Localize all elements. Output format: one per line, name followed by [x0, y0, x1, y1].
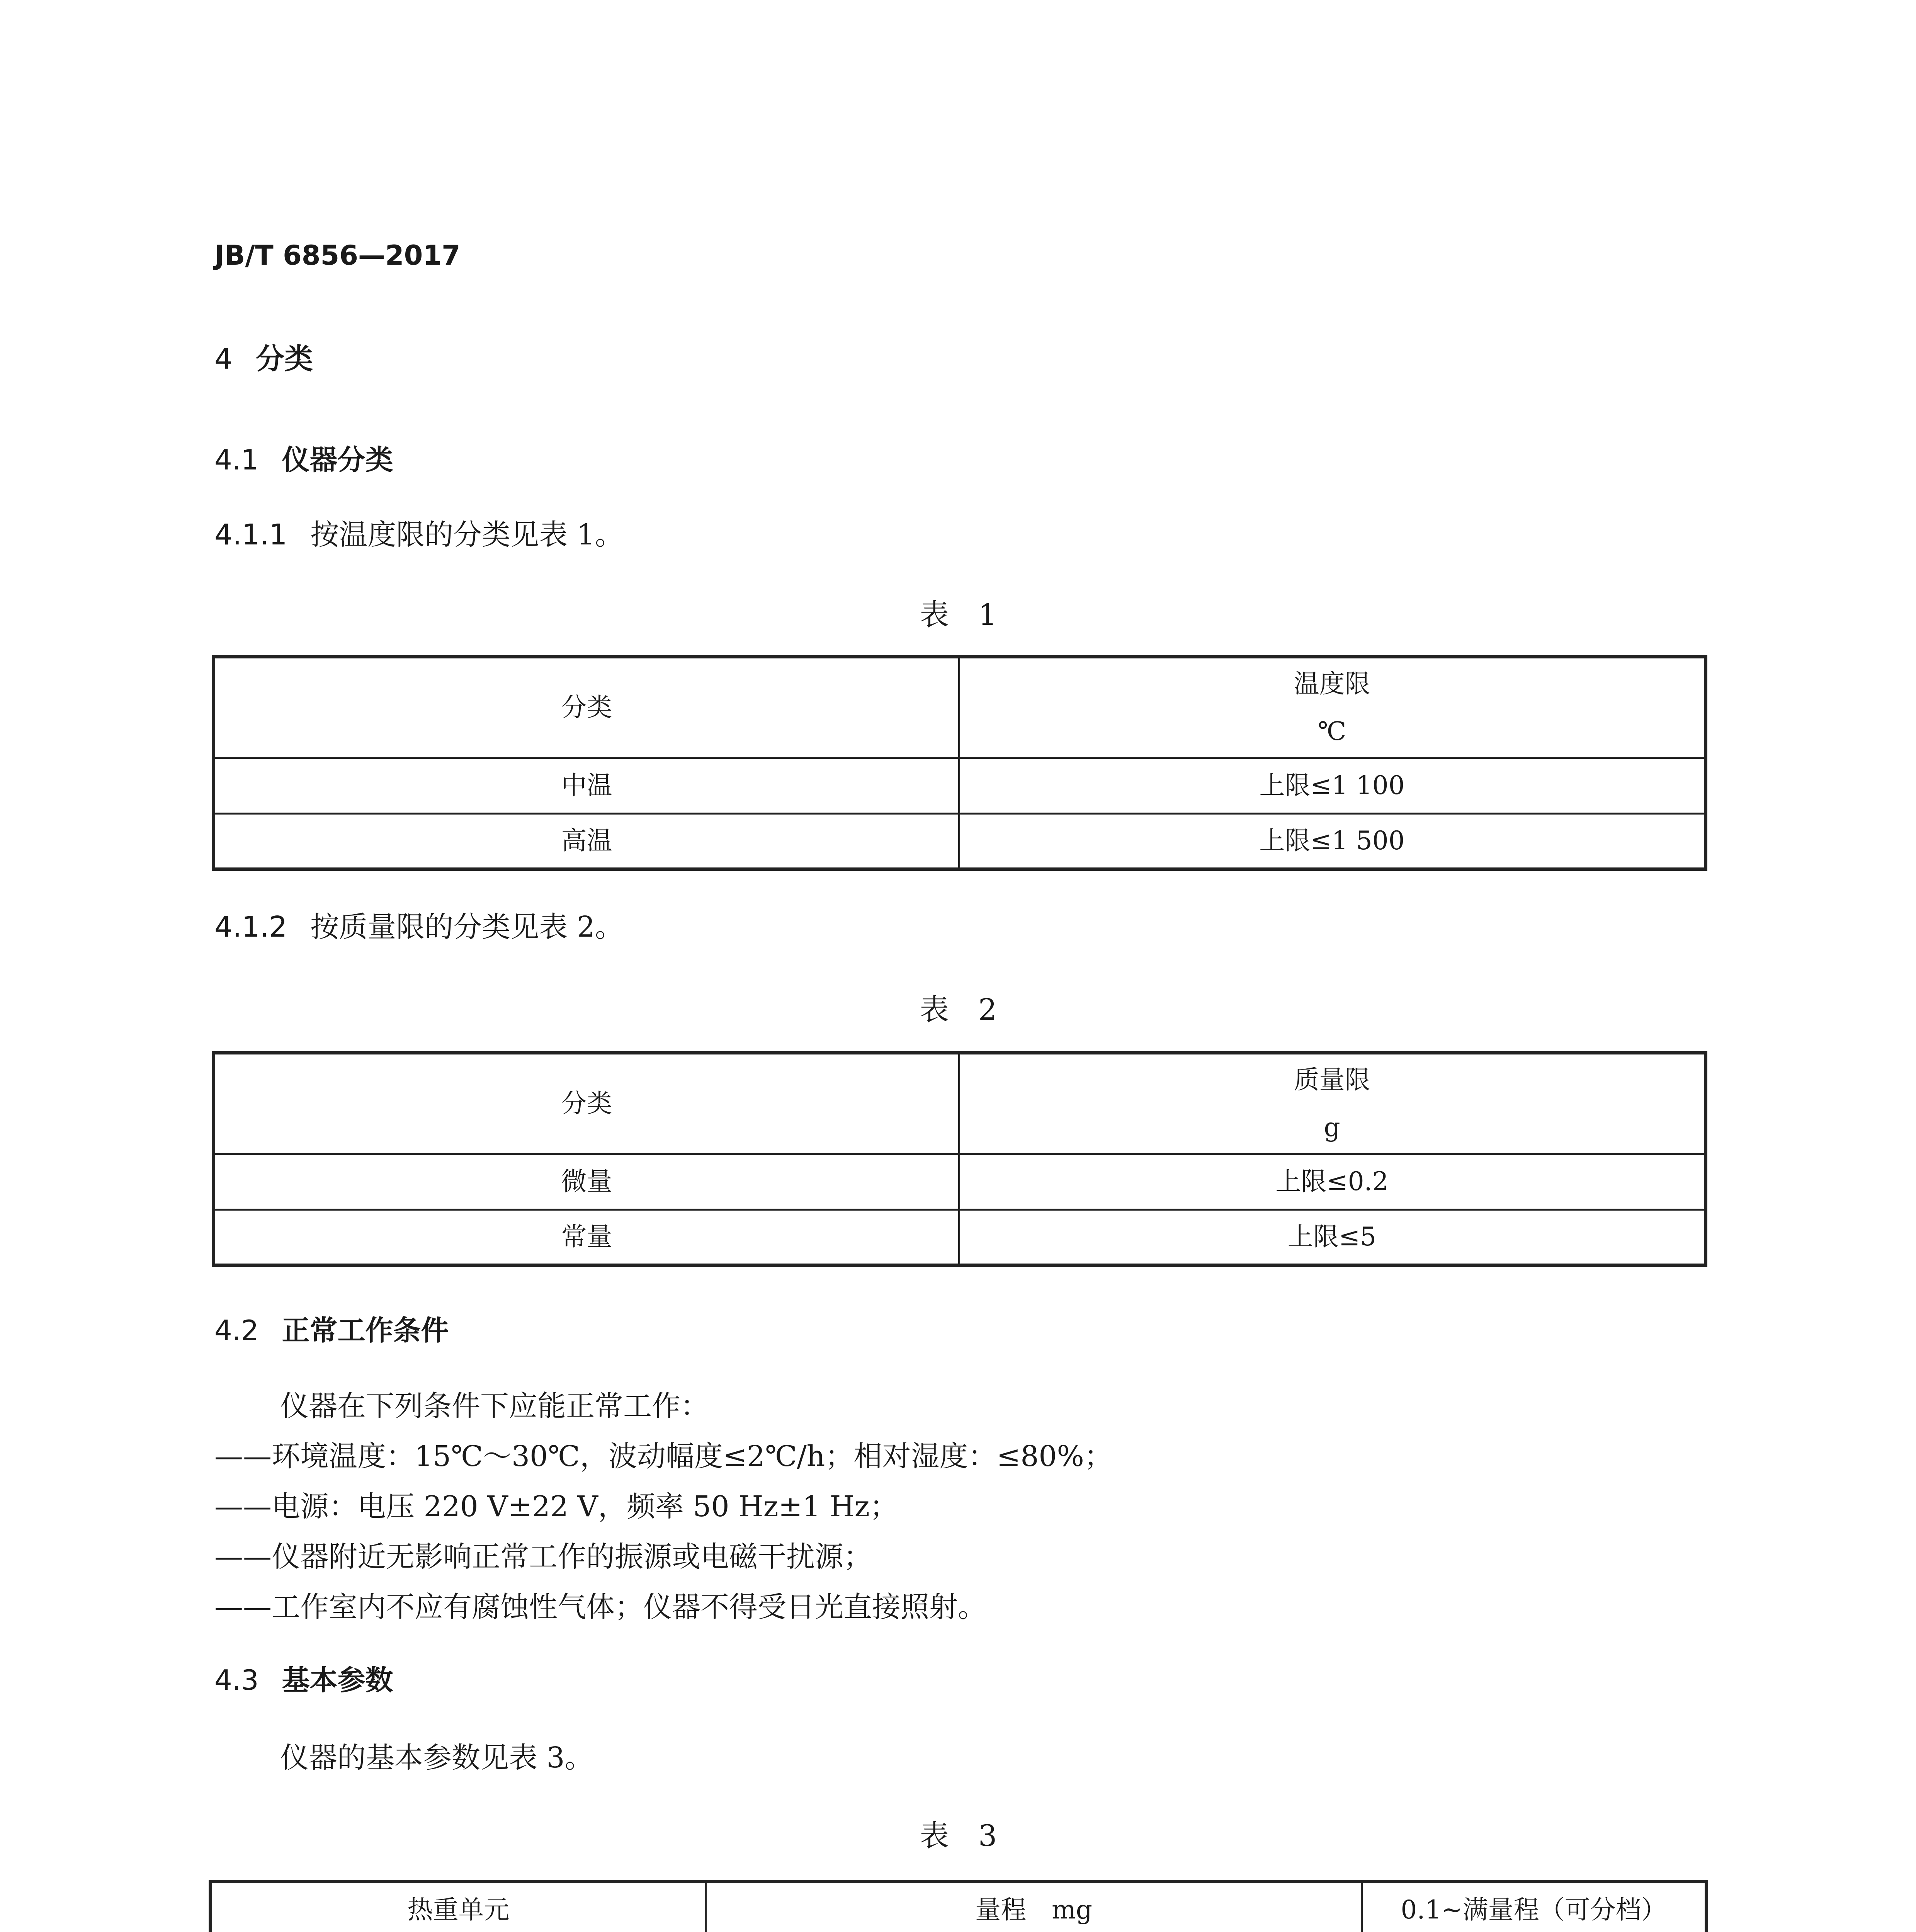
table-cell: 热重单元 [211, 1882, 706, 1932]
header-cell-mass-limit [959, 1053, 1706, 1154]
table-row [214, 814, 1706, 869]
clause-4-1-2 [214, 904, 624, 945]
section-4-1-heading [214, 437, 393, 478]
clause-text: 按质量限的分类见表 2。 [310, 910, 624, 944]
header-unit: g [1324, 1112, 1340, 1142]
table-1-caption: 表 1 [920, 597, 997, 632]
table-cell: 微量 [214, 1154, 959, 1210]
header-unit: ℃ [1318, 716, 1346, 746]
header-label: 温度限 [1294, 669, 1370, 699]
condition-item: ——仪器附近无影响正常工作的振源或电磁干扰源； [214, 1540, 872, 1573]
conditions-intro: 仪器在下列条件下应能正常工作： [280, 1389, 709, 1423]
table-3 [209, 1880, 1708, 1932]
table-cell: 0.1~满量程（可分档） [1362, 1882, 1707, 1932]
clause-number: 4.1.2 [214, 910, 287, 944]
clause-number: 4.1.1 [214, 518, 287, 551]
table-row [214, 758, 1706, 814]
header-cell-temp-limit [959, 657, 1706, 758]
header-cell-category: 分类 [214, 1053, 959, 1154]
table-header-row [214, 1053, 1706, 1154]
table-cell: 上限≤5 [959, 1210, 1706, 1265]
table-cell: 上限≤1 100 [959, 758, 1706, 814]
section-number: 4 [214, 342, 233, 376]
condition-item: ——环境温度：15℃～30℃，波动幅度≤2℃/h；相对湿度：≤80%； [214, 1440, 1113, 1473]
standard-code: JB/T 6856—2017 [214, 240, 461, 271]
table-row [214, 1154, 1706, 1210]
basic-params-intro: 仪器的基本参数见表 3。 [280, 1741, 593, 1774]
section-title: 基本参数 [282, 1663, 393, 1696]
section-title: 仪器分类 [282, 443, 393, 476]
table-1 [212, 655, 1707, 871]
section-title: 正常工作条件 [282, 1314, 449, 1347]
table-cell: 上限≤1 500 [959, 814, 1706, 869]
table-cell: 上限≤0.2 [959, 1154, 1706, 1210]
table-cell: 高温 [214, 814, 959, 869]
table-2 [212, 1051, 1707, 1267]
table-cell: 常量 [214, 1210, 959, 1265]
table-cell: 量程 mg [706, 1882, 1362, 1932]
section-4-heading [214, 336, 313, 377]
section-title: 分类 [256, 342, 313, 376]
table-2-caption: 表 2 [920, 992, 997, 1027]
table-3-caption: 表 3 [920, 1818, 997, 1853]
section-4-3-heading [214, 1658, 393, 1698]
clause-text: 按温度限的分类见表 1。 [310, 518, 624, 551]
condition-item: ——工作室内不应有腐蚀性气体；仪器不得受日光直接照射。 [214, 1590, 986, 1624]
header-label: 质量限 [1294, 1065, 1370, 1095]
section-number: 4.1 [214, 444, 259, 476]
table-cell: 中温 [214, 758, 959, 814]
section-4-2-heading [214, 1308, 449, 1348]
table-row [214, 1210, 1706, 1265]
section-number: 4.3 [214, 1664, 259, 1696]
table-header-row [214, 657, 1706, 758]
table-row [211, 1882, 1707, 1932]
condition-item: ——电源：电压 220 V±22 V，频率 50 Hz±1 Hz； [214, 1490, 898, 1523]
section-number: 4.2 [214, 1314, 259, 1347]
header-cell-category: 分类 [214, 657, 959, 758]
clause-4-1-1 [214, 512, 624, 553]
